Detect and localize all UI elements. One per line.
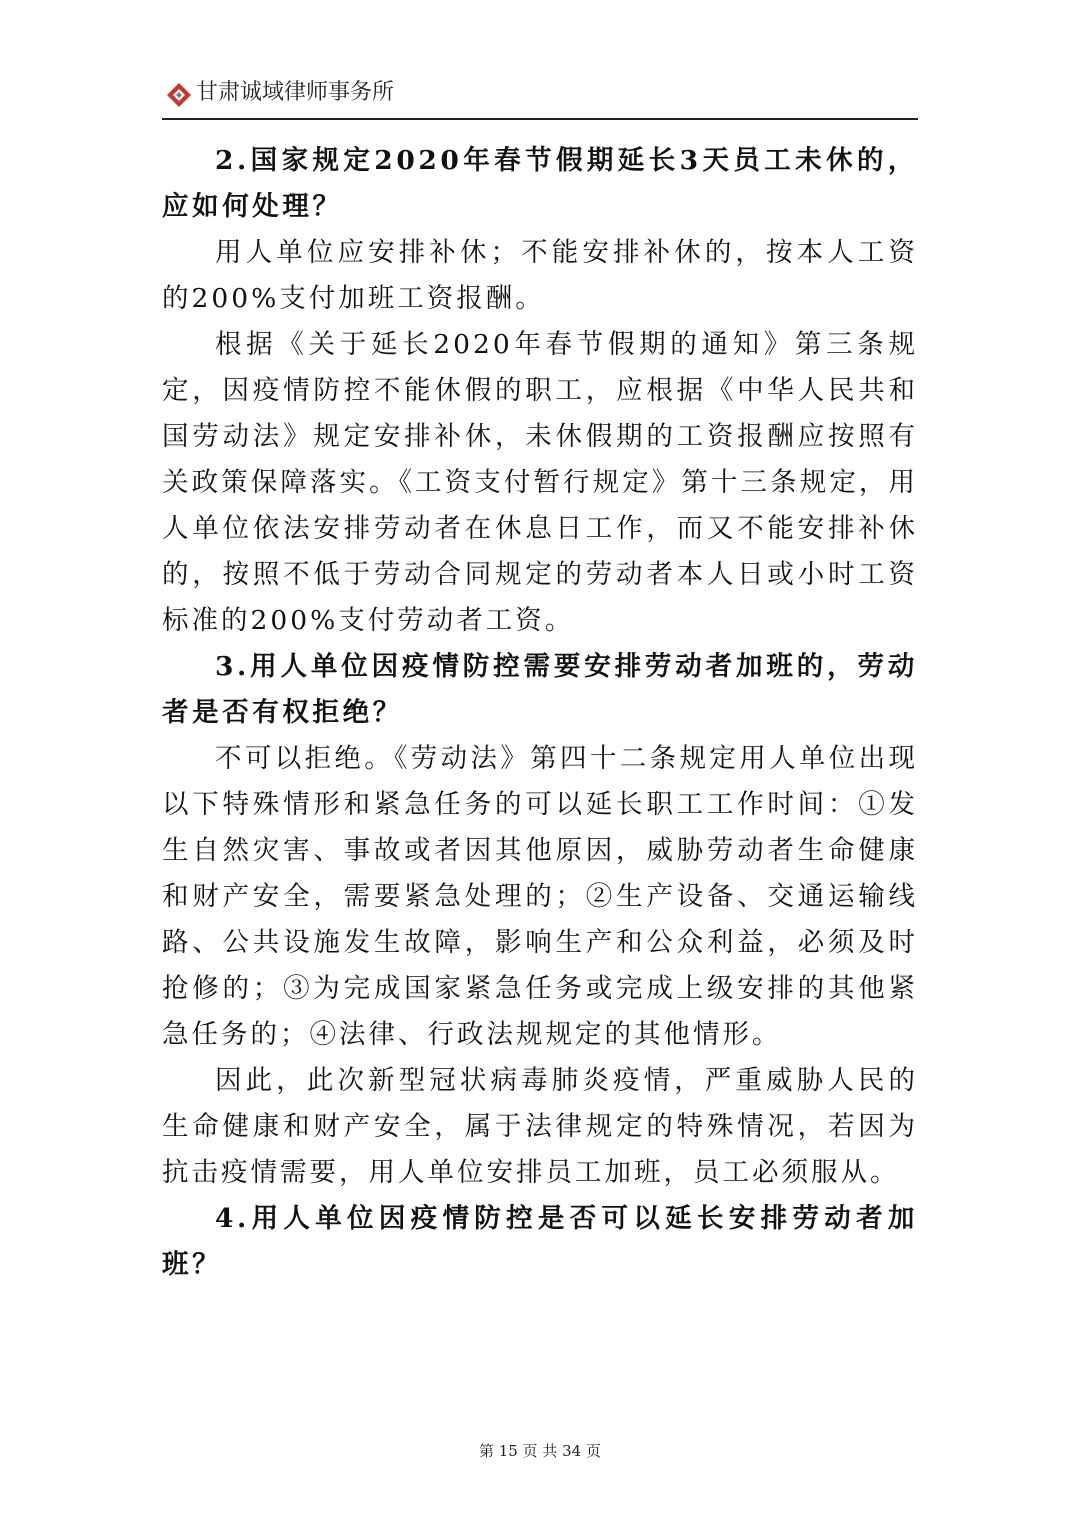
- question-heading: 4.用人单位因疫情防控是否可以延长安排劳动者加班？: [162, 1203, 918, 1280]
- page-header: [162, 72, 918, 120]
- page-number: 第 15 页 共 34 页: [478, 1442, 601, 1460]
- answer-paragraph: 不可以拒绝。《劳动法》第四十二条规定用人单位出现以下特殊情形和紧急任务的可以延长职工工作时间：①发生自然灾害、事故或者因其他原因，威胁劳动者生命健康和财产安全，需要紧急处理的；②生产设备、交通运输线路、公共设施发生故障，影响生产和公众利益，必须及时抢修的；③为完成国家紧急任务或完成上级安排的其他紧急任务的；④法律、行政法规规定的其他情形。: [162, 743, 918, 1050]
- question-heading: 3.用人单位因疫情防控需要安排劳动者加班的，劳动者是否有权拒绝？: [162, 651, 918, 728]
- question-heading: 2.国家规定2020年春节假期延长3天员工未休的，应如何处理？: [162, 145, 918, 222]
- answer-paragraph: 用人单位应安排补休；不能安排补休的，按本人工资的200%支付加班工资报酬。: [162, 237, 918, 314]
- legal-basis-paragraph: 根据《关于延长2020年春节假期的通知》第三条规定，因疫情防控不能休假的职工，应根据《中华人民共和国劳动法》规定安排补休，未休假期的工资报酬应按照有关政策保障落实。《工资支付暂行规定》第十三条规定，用人单位依法安排劳动者在休息日工作，而又不能安排补休的，按照不低于劳动合同规定的劳动者本人日或小时工资标准的200%支付劳动者工资。: [162, 329, 918, 636]
- law-firm-name: 甘肃诚域律师事务所: [196, 80, 395, 105]
- firm-logo-icon: [164, 80, 194, 110]
- conclusion-paragraph: 因此，此次新型冠状病毒肺炎疫情，严重威胁人民的生命健康和财产安全，属于法律规定的特殊情况，若因为抗击疫情需要，用人单位安排员工加班，员工必须服从。: [162, 1065, 918, 1188]
- document-body: [162, 138, 918, 1288]
